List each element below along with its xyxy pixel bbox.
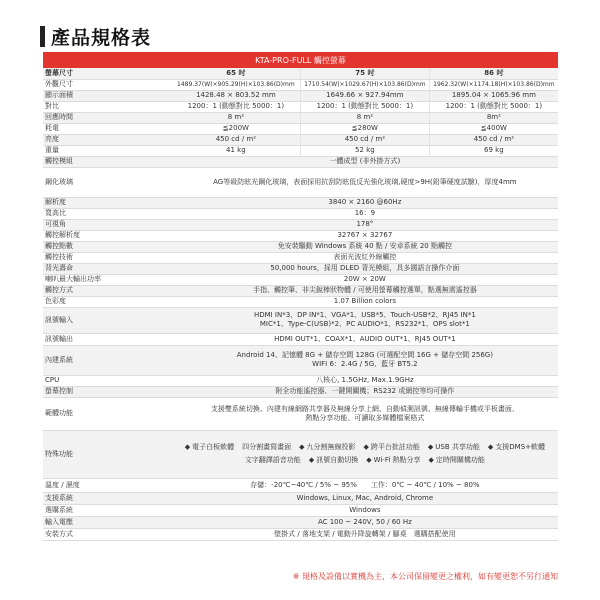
row-value: 20W × 20W xyxy=(172,274,558,285)
spec-row-display-area xyxy=(43,90,558,101)
power-65: ≦200W xyxy=(172,123,301,134)
row-label: 觸控解析度 xyxy=(43,230,172,241)
feature-item: ◆ USB 共享功能 xyxy=(427,443,480,451)
row-label: 觸控模組 xyxy=(43,156,172,167)
spec-row-glass xyxy=(43,167,558,197)
spec-row-sys-choice xyxy=(43,504,558,516)
row-value: AG等級防眩光鋼化玻璃，表面採用抗刮防眩低反光強化玻璃,硬度>9H(鉛筆硬度試驗)，厚度4mm xyxy=(172,167,558,197)
row-label: 鋼化玻璃 xyxy=(43,167,172,197)
row-value: 附全功能遙控器、一鍵開關機；RS232 或網控等均可操作 xyxy=(172,386,558,397)
spec-row-touch-method xyxy=(43,285,558,296)
feature-item: ◆ 定時開關機功能 xyxy=(428,456,485,464)
row-label: 寬高比 xyxy=(43,208,172,219)
spec-row-os xyxy=(43,345,558,375)
size-65: 65 吋 xyxy=(172,68,301,79)
row-label: 背光壽命 xyxy=(43,263,172,274)
row-label: 解析度 xyxy=(43,197,172,208)
row-value: 手指、觸控筆、非尖銳棒狀物體 / 可使用螢幕觸控選單，點選無需遙控器 xyxy=(172,285,558,296)
weight-86: 69 kg xyxy=(429,145,558,156)
display-area-65: 1428.48 × 803.52 mm xyxy=(172,90,301,101)
row-label: 外觀尺寸 xyxy=(43,79,172,90)
spec-row-temp xyxy=(43,478,558,492)
row-value: AC 100 ~ 240V, 50 / 60 Hz xyxy=(172,516,558,528)
spec-row-speaker xyxy=(43,274,558,285)
row-value: 壁掛式 / 落地支架 / 電動升降旋轉架 / 腳桌 選購搭配使用 xyxy=(172,528,558,540)
row-label: 訊號輸出 xyxy=(43,333,172,345)
features-line-1 xyxy=(172,443,558,452)
spec-row-features xyxy=(43,430,558,478)
row-label: 可視角 xyxy=(43,219,172,230)
row-label: 對比 xyxy=(43,101,172,112)
diamond-bullet-icon: ◆ xyxy=(184,443,191,451)
features-line-2 xyxy=(172,456,558,465)
row-label: 亮度 xyxy=(43,134,172,145)
row-label: 耗電 xyxy=(43,123,172,134)
spec-row-touch-module xyxy=(43,156,558,167)
row-label: 訊號輸入 xyxy=(43,307,172,333)
spec-row-viewing xyxy=(43,219,558,230)
row-label: 觸控方式 xyxy=(43,285,172,296)
power-75: ≦280W xyxy=(301,123,430,134)
diamond-bullet-icon: ◆ xyxy=(308,456,315,464)
row-label: 特殊功能 xyxy=(43,430,172,478)
row-label: 螢幕尺寸 xyxy=(43,68,172,79)
diamond-bullet-icon: ◆ xyxy=(427,443,434,451)
dims-86: 1962.32(W)×1174.18(H)×103.86(D)mm xyxy=(429,79,558,90)
feature-item: ◆ 支援DMS+軟體 xyxy=(487,443,546,451)
spec-row-contrast xyxy=(43,101,558,112)
row-value: Windows xyxy=(172,504,558,516)
row-label: 支援系統 xyxy=(43,492,172,504)
row-value: HDMI OUT*1、COAX*1、AUDIO OUT*1、RJ45 OUT*1 xyxy=(172,333,558,345)
feature-item: 文字翻譯語音功能 xyxy=(244,456,301,464)
table-header-row xyxy=(43,52,558,68)
row-label: 內建系統 xyxy=(43,345,172,375)
row-label: 觸控點數 xyxy=(43,241,172,252)
feature-item: ◆ 訊號自動切換 xyxy=(308,456,359,464)
diamond-bullet-icon: ◆ xyxy=(366,456,372,464)
contrast-65: 1200：1 (動態對比 5000：1) xyxy=(172,101,301,112)
row-label: 回應時間 xyxy=(43,112,172,123)
response-65: 8 m² xyxy=(172,112,301,123)
page-heading xyxy=(40,24,151,48)
size-75: 75 吋 xyxy=(301,68,430,79)
row-value: 16：9 xyxy=(172,208,558,219)
row-label: 範體功能 xyxy=(43,397,172,430)
spec-row-touch-tech xyxy=(43,252,558,263)
diamond-bullet-icon: ◆ xyxy=(487,443,494,451)
model-title: KTA-PRO-FULL 觸控螢幕 xyxy=(43,52,558,68)
spec-row-resolution xyxy=(43,197,558,208)
spec-row-color xyxy=(43,296,558,307)
row-value: 免安裝驅動 Windows 系統 40 點 / 安卓系統 20 點觸控 xyxy=(172,241,558,252)
row-value: Windows, Linux, Mac, Android, Chrome xyxy=(172,492,558,504)
spec-row-size xyxy=(43,68,558,79)
brightness-86: 450 cd / m² xyxy=(429,134,558,145)
feature-item: ◆ 九分割無線投影 xyxy=(299,443,356,451)
row-label: 重量 xyxy=(43,145,172,156)
row-value xyxy=(172,430,558,478)
spec-row-sys-support xyxy=(43,492,558,504)
os-line-2: WIFI 6：2.4G / 5G、藍牙 BT5.2 xyxy=(312,360,418,368)
response-86: 8m² xyxy=(429,112,558,123)
spec-row-control xyxy=(43,386,558,397)
spec-row-power xyxy=(43,123,558,134)
spec-row-install xyxy=(43,528,558,540)
display-area-75: 1649.66 × 927.94mm xyxy=(301,90,430,101)
weight-75: 52 kg xyxy=(301,145,430,156)
spec-row-cpu xyxy=(43,375,558,386)
row-value xyxy=(172,345,558,375)
spec-table xyxy=(43,52,558,541)
disclaimer-note: ※ 規格及設備以實機為主，本公司保留變更之權利，如有變更恕不另行通知 xyxy=(292,572,558,581)
row-value: 一體成型 (非外掛方式) xyxy=(172,156,558,167)
row-value: 八核心, 1.5GHz, Max.1.9GHz xyxy=(172,375,558,386)
heading-bar-decoration xyxy=(40,26,45,47)
spec-row-weight xyxy=(43,145,558,156)
row-label: CPU xyxy=(43,375,172,386)
spec-row-input xyxy=(43,307,558,333)
row-value xyxy=(172,307,558,333)
input-line-2: MIC*1、Type-C(USB)*2、PC AUDIO*1、RS232*1、OPS slot*1 xyxy=(259,320,470,328)
weight-65: 41 kg xyxy=(172,145,301,156)
spec-row-dims xyxy=(43,79,558,90)
feature-item: ◆ 跨平台批註功能 xyxy=(363,443,420,451)
row-label: 輸入電壓 xyxy=(43,516,172,528)
contrast-86: 1200：1 (動態對比 5000：1) xyxy=(429,101,558,112)
row-value: 32767 × 32767 xyxy=(172,230,558,241)
row-label: 喇叭最大輸出功率 xyxy=(43,274,172,285)
app-line-2: 熱點分享功能、可讀取多媒體檔案格式 xyxy=(305,413,425,422)
input-line-1: HDMI IN*3、DP IN*1、VGA*1、USB*5、Touch-USB*2、RJ45 IN*1 xyxy=(253,311,476,319)
diamond-bullet-icon: ◆ xyxy=(428,456,434,464)
size-86: 86 吋 xyxy=(429,68,558,79)
spec-row-response xyxy=(43,112,558,123)
diamond-bullet-icon: ◆ xyxy=(363,443,369,451)
row-label: 安裝方式 xyxy=(43,528,172,540)
row-label: 色彩度 xyxy=(43,296,172,307)
display-area-86: 1895.04 × 1065.96 mm xyxy=(429,90,558,101)
spec-row-touch-res xyxy=(43,230,558,241)
spec-row-brightness xyxy=(43,134,558,145)
power-86: ≦400W xyxy=(429,123,558,134)
row-value: 存儲：-20℃~40℃ / 5% ~ 95% 工作：0℃ ~ 40℃ / 10% ~ 80% xyxy=(172,478,558,492)
app-line-1: 支援雙系統切換、內建有線網路共享器及無線分享上網、自動偵測訊號、無線傳輸手機或平板畫面、 xyxy=(210,404,519,413)
contrast-75: 1200：1 (動態對比 5000：1) xyxy=(301,101,430,112)
row-value xyxy=(172,397,558,430)
spec-row-voltage xyxy=(43,516,558,528)
row-value: 表面光波紅外線觸控 xyxy=(172,252,558,263)
row-label: 選購系統 xyxy=(43,504,172,516)
row-value: 178° xyxy=(172,219,558,230)
os-line-1: Android 14、記憶體 8G + 儲存空間 128G (可選配空間 16G + 儲存空間 256G) xyxy=(236,351,493,359)
feature-item: ◆ Wi-Fi 熱點分享 xyxy=(366,456,421,464)
row-value: 3840 × 2160 @60Hz xyxy=(172,197,558,208)
response-75: 8 m² xyxy=(301,112,430,123)
brightness-75: 450 cd / m² xyxy=(301,134,430,145)
feature-item: ◆ 電子白板軟體 xyxy=(184,443,235,451)
spec-row-backlight xyxy=(43,263,558,274)
dims-65: 1489.37(W)×905.29(H)×103.86(D)mm xyxy=(172,79,301,90)
page-title: 產品規格表 xyxy=(51,26,152,49)
spec-row-touch-points xyxy=(43,241,558,252)
row-label: 觸控技術 xyxy=(43,252,172,263)
row-label: 溫度 / 濕度 xyxy=(43,478,172,492)
row-label: 螢幕控制 xyxy=(43,386,172,397)
spec-row-output xyxy=(43,333,558,345)
row-value: 1.07 Billion colors xyxy=(172,296,558,307)
dims-75: 1710.54(W)×1029.67(H)×103.86(D)mm xyxy=(301,79,430,90)
brightness-65: 450 cd / m² xyxy=(172,134,301,145)
spec-row-app xyxy=(43,397,558,430)
diamond-bullet-icon: ◆ xyxy=(299,443,305,451)
spec-row-aspect xyxy=(43,208,558,219)
feature-item: 四分割畫寫畫面 xyxy=(242,443,292,451)
row-label: 顯示面積 xyxy=(43,90,172,101)
row-value: 50,000 hours，採用 DLED 背光模組，具多國語言操作介面 xyxy=(172,263,558,274)
